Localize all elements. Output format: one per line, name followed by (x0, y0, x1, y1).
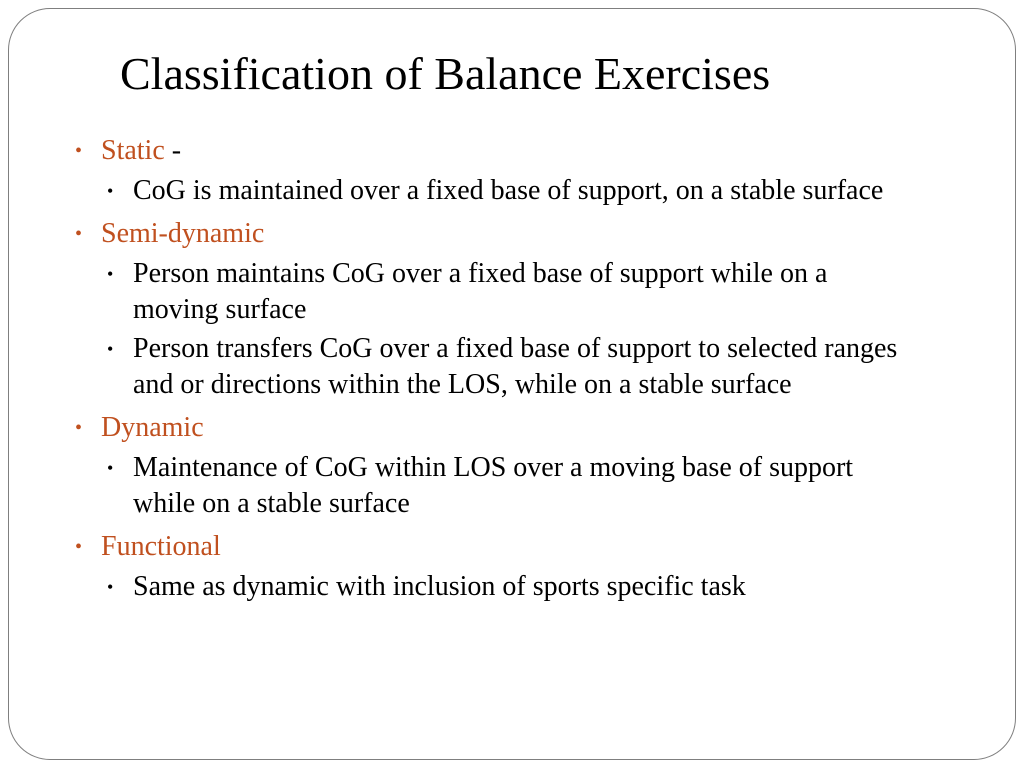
sub-bullet (72, 331, 901, 403)
section-term: Semi-dynamic (101, 218, 265, 249)
bullet-icon: • (75, 140, 83, 162)
bullet-icon: • (75, 223, 83, 245)
sub-bullet (72, 450, 901, 522)
sub-bullet (72, 256, 901, 328)
sub-bullet-text: Maintenance of CoG within LOS over a moving base of support while on a stable surface (133, 452, 854, 519)
bullet-icon: • (107, 264, 114, 284)
bullet-icon: • (107, 181, 114, 201)
bullet-icon: • (75, 536, 83, 558)
sub-bullet (72, 569, 901, 605)
section-term: Static (101, 135, 165, 166)
bullet-list (72, 132, 972, 605)
sub-bullet-text: Person maintains CoG over a fixed base of support while on a moving surface (133, 258, 828, 325)
sub-bullet-text: CoG is maintained over a fixed base of support, on a stable surface (133, 175, 884, 206)
slide-title: Classification of Balance Exercises (120, 48, 771, 99)
section-term: Functional (101, 531, 221, 562)
bullet-icon: • (107, 577, 114, 597)
bullet-icon: • (107, 339, 114, 359)
sub-bullet-text: Same as dynamic with inclusion of sports specific task (133, 571, 746, 602)
section-functional (72, 528, 972, 566)
sub-bullet (72, 173, 901, 209)
section-suffix: - (164, 135, 182, 166)
section-term: Dynamic (101, 412, 204, 443)
bullet-icon: • (75, 417, 83, 439)
sub-bullet-text: Person transfers CoG over a fixed base of support to selected ranges and or directions within the LOS, while on a stable surface (133, 333, 898, 400)
section-dynamic (72, 409, 972, 447)
bullet-icon: • (107, 458, 114, 478)
section-semi-dynamic (72, 215, 972, 253)
section-static (72, 132, 972, 170)
